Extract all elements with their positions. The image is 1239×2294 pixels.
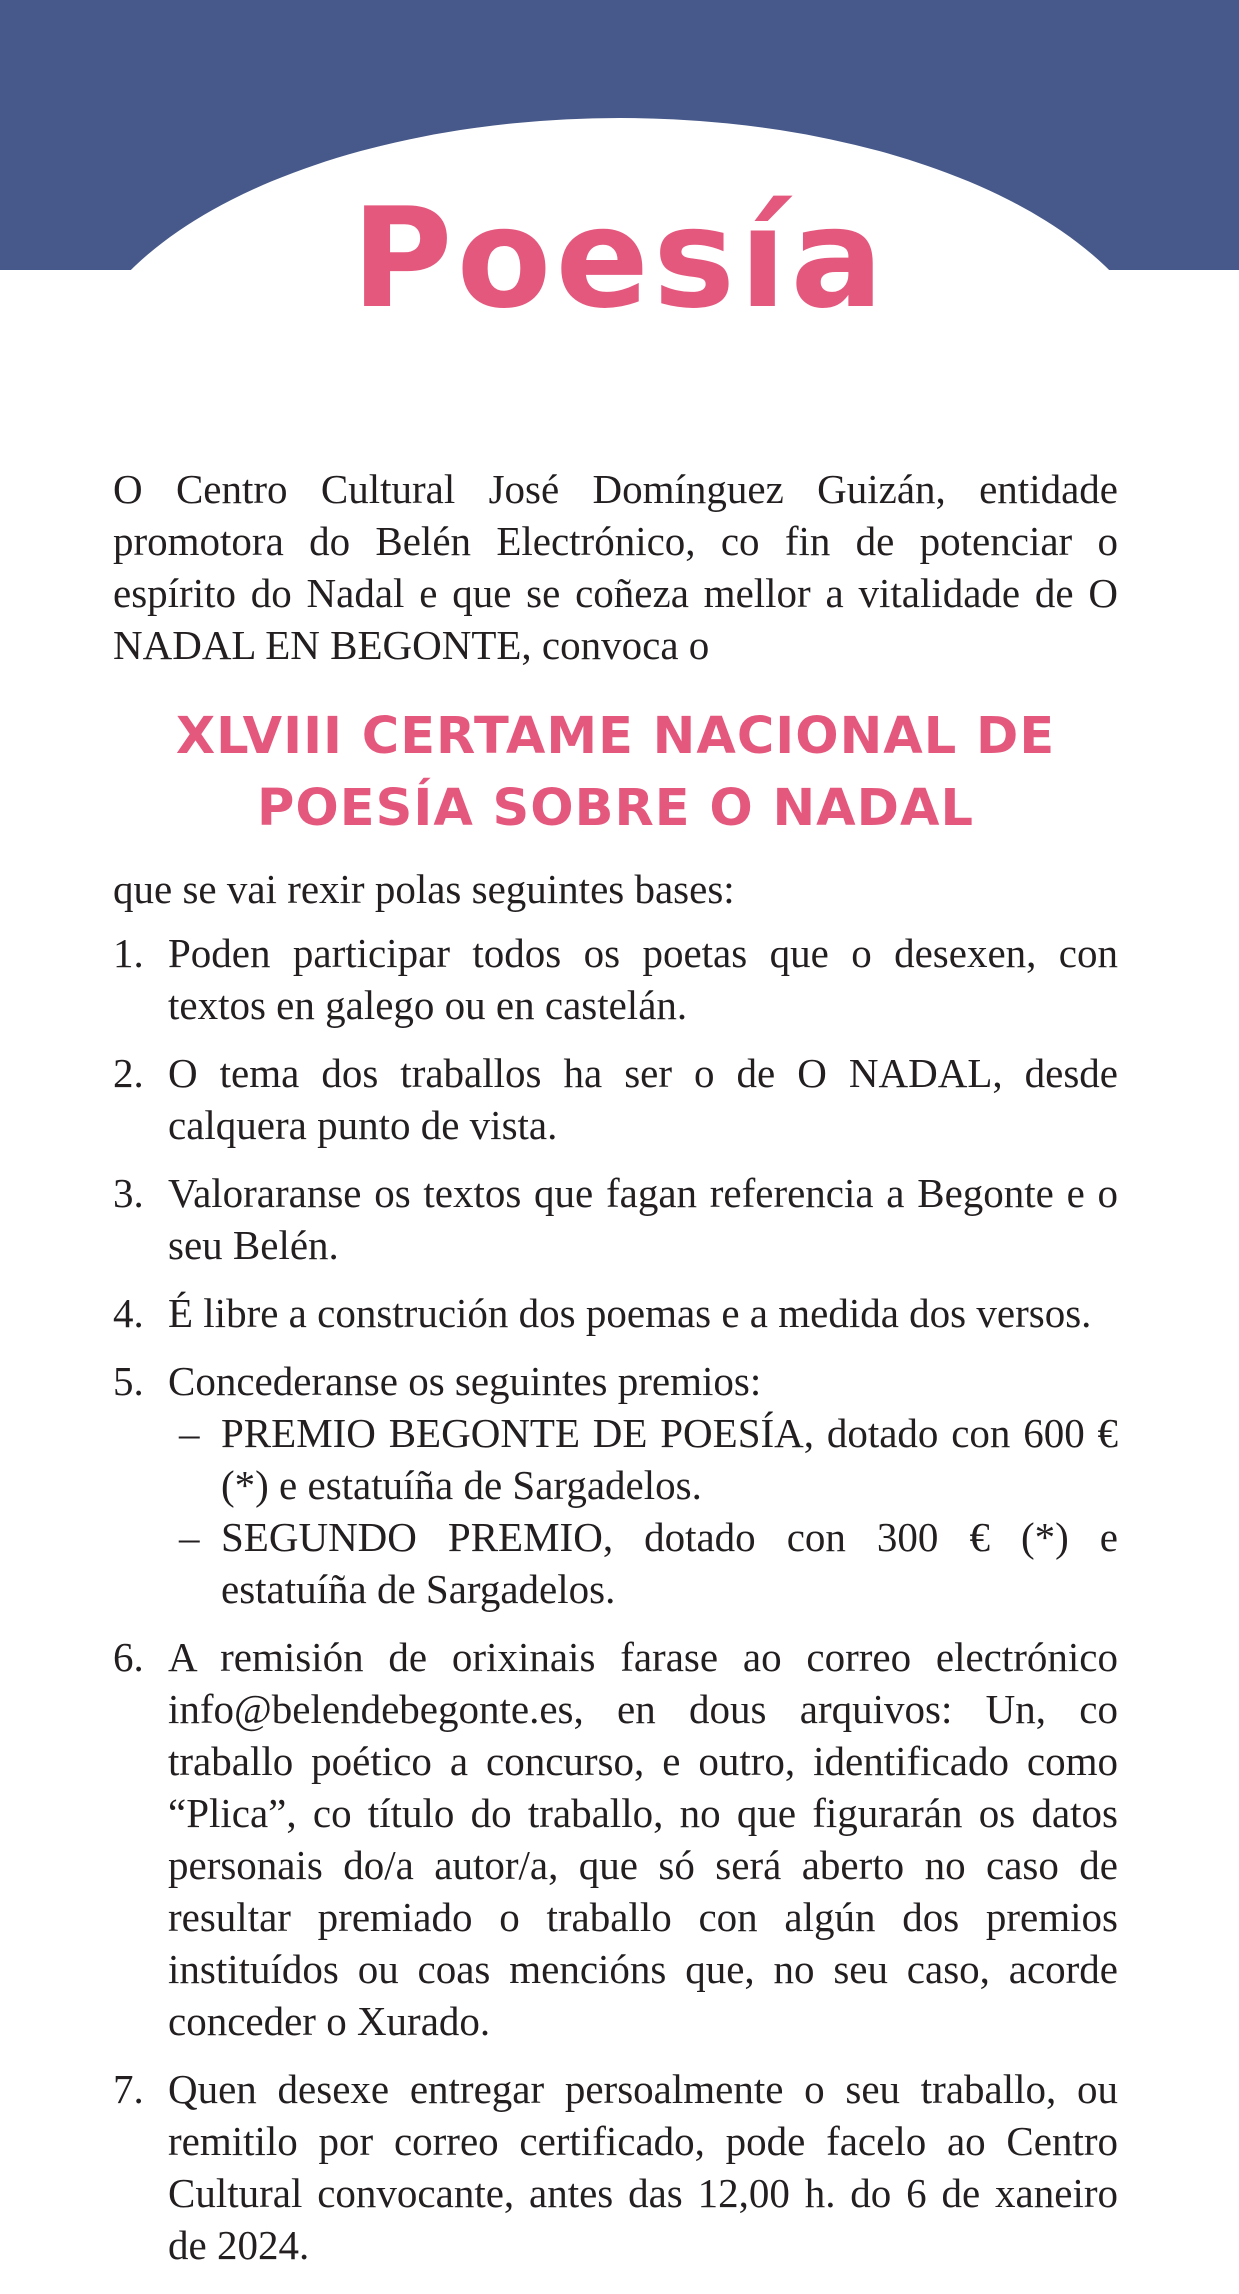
- bases-list: [113, 927, 1118, 2271]
- base-item-4: [113, 1287, 1118, 1339]
- prize-dash: –: [179, 1410, 200, 1456]
- base-number: 2.: [113, 1050, 144, 1096]
- intro-paragraph: O Centro Cultural José Domínguez Guizán, entidade promotora do Belén Electrónico, co fin de potenciar o espírito do Nadal e que se coñeza mellor a vitalidade de O NADAL EN BEGONTE, convoca o: [113, 466, 1118, 668]
- base-number: 4.: [113, 1290, 144, 1336]
- document-body: [113, 463, 1118, 2287]
- base-text: A remisión de orixinais farase ao correo electrónico info@belendebegonte.es, en dous arquivos: Un, co traballo poético a concurso, e outro, identificado como “Plica”, co título do traballo, no que figurarán os datos personais do/a autor/a, que só será aberto no caso de resultar premiado o traballo con algún dos premios instituídos ou coas mencións que, no seu caso, acorde conceder o Xurado.: [168, 1634, 1118, 2044]
- base-item-3: [113, 1167, 1118, 1271]
- prize-list: [168, 1407, 1118, 1615]
- base-item-7: [113, 2063, 1118, 2271]
- base-text: Quen desexe entregar persoalmente o seu traballo, ou remitilo por correo certificado, pode facelo ao Centro Cultural convocante, antes das 12,00 h. do 6 de xaneiro de 2024.: [168, 2066, 1118, 2268]
- page-title: Poesía: [351, 178, 888, 339]
- base-item-6: [113, 1631, 1118, 2047]
- base-item-5: [113, 1355, 1118, 1615]
- base-item-1: [113, 927, 1118, 1031]
- contest-title-line-1: XLVIII CERTAME NACIONAL DE: [175, 707, 1056, 766]
- base-text: É libre a construción dos poemas e a medida dos versos.: [168, 1290, 1092, 1336]
- base-text: Concederanse os seguintes premios:: [168, 1358, 762, 1404]
- prize-text: PREMIO BEGONTE DE POESÍA, dotado con 600 € (*) e estatuíña de Sargadelos.: [221, 1410, 1118, 1508]
- contest-title: [113, 701, 1118, 845]
- bases-lead: que se vai rexir polas seguintes bases:: [113, 866, 735, 912]
- base-text: Valoraranse os textos que fagan referencia a Begonte e o seu Belén.: [168, 1170, 1118, 1268]
- prize-text: SEGUNDO PREMIO, dotado con 300 € (*) e estatuíña de Sargadelos.: [221, 1514, 1118, 1612]
- prize-item-first: [168, 1407, 1118, 1511]
- prize-item-second: [168, 1511, 1118, 1615]
- base-number: 3.: [113, 1170, 144, 1216]
- base-number: 5.: [113, 1358, 144, 1404]
- base-number: 6.: [113, 1634, 144, 1680]
- prize-dash: –: [179, 1514, 200, 1560]
- contest-title-line-2: POESÍA SOBRE O NADAL: [257, 779, 974, 838]
- base-text: O tema dos traballos ha ser o de O NADAL, desde calquera punto de vista.: [168, 1050, 1118, 1148]
- base-item-2: [113, 1047, 1118, 1151]
- base-number: 1.: [113, 930, 144, 976]
- base-text: Poden participar todos os poetas que o desexen, con textos en galego ou en castelán.: [168, 930, 1118, 1028]
- base-number: 7.: [113, 2066, 144, 2112]
